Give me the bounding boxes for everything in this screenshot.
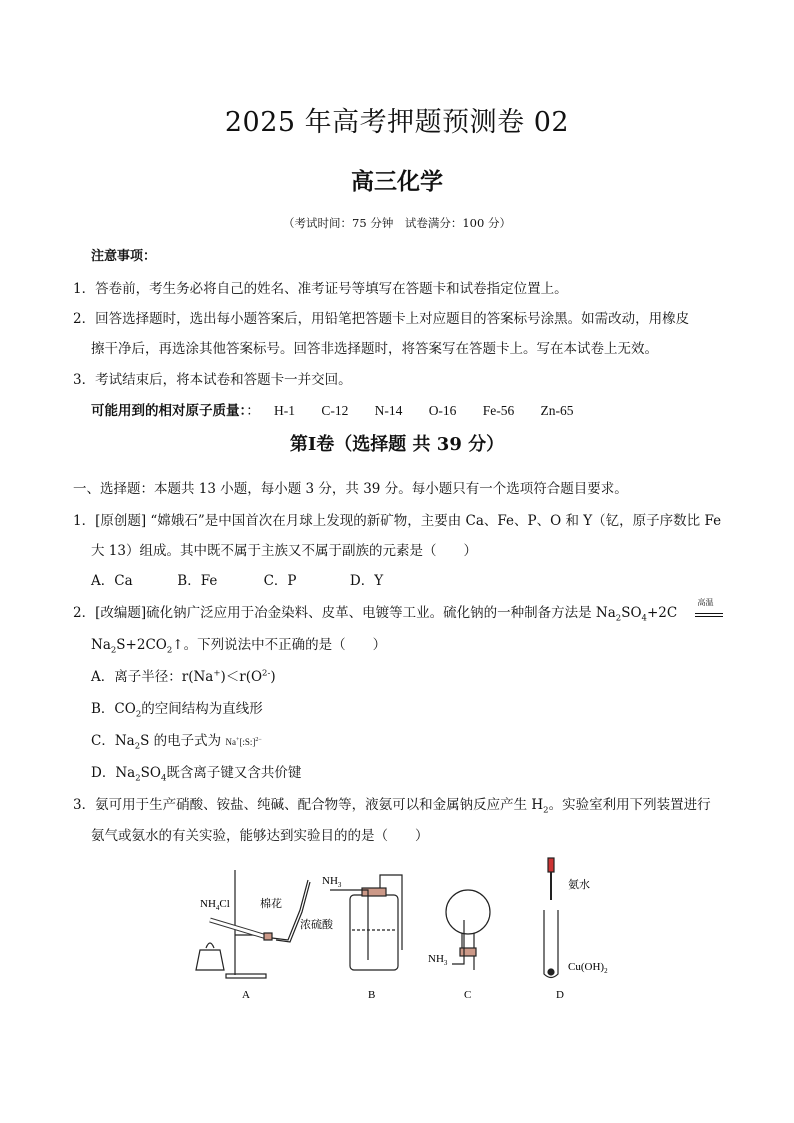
atomic-mass-item: Zn-65 (540, 403, 574, 418)
option-text: A．离子半径：r(Na (91, 669, 214, 685)
subscript: 2 (615, 613, 622, 624)
subscript: 2 (135, 709, 142, 720)
option-text: B．CO (91, 701, 136, 717)
option-text: ) (270, 669, 276, 685)
q1-options (91, 569, 432, 589)
subscript: 2 (135, 773, 141, 784)
atomic-mass-line: 可能用到的相对原子质量：： H-1 C-12 N-14 O-16 Fe-56 Zn-65 (91, 403, 574, 419)
nongliusuan-label: 浓硫酸 (300, 919, 333, 931)
apparatus-d (544, 858, 558, 978)
formula-part: Na (91, 637, 111, 653)
section-instruction: 一、选择题：本题共 13 小题，每小题 3 分，共 39 分。每小题只有一个选项符合题目要求。 (73, 481, 628, 497)
label-c: C (464, 989, 472, 1001)
alcohol-lamp (196, 950, 224, 970)
formula-part: ↑。下列说法中不正确的是（ ） (172, 637, 387, 653)
q2-option-c (91, 729, 262, 752)
part1-heading: 第Ⅰ卷（选择题 共 39 分） (289, 434, 505, 455)
apparatus-a (196, 870, 310, 978)
apparatus-c (446, 890, 490, 970)
option-text: S 的电子式为 (140, 733, 222, 749)
subscript: 4 (641, 613, 647, 624)
q2-stem-text: 2．[改编题]硫化钠广泛应用于冶金染料、皮革、电镀等工业。硫化钠的一种制备方法是 Na (73, 605, 616, 621)
reaction-condition: 高温 (697, 597, 714, 607)
q1-option-b: B．Fe (177, 573, 218, 589)
formula-part: S+2CO (116, 637, 167, 653)
option-text: )＜r(O (220, 669, 263, 685)
subscript: 2 (110, 645, 117, 656)
q2-option-d (91, 761, 301, 784)
wash-bottle (350, 895, 398, 970)
notice-heading: 注意事项： (91, 249, 157, 264)
superscript: + (213, 668, 221, 679)
apparatus-b (330, 875, 402, 970)
bottle-stopper (362, 888, 386, 896)
q1-option-c: C．P (263, 573, 297, 589)
inlet-tube (330, 890, 368, 960)
anshui-label: 氨水 (568, 879, 590, 891)
option-text: 的空间结构为直线形 (141, 701, 263, 717)
q2-stem-line2 (91, 633, 386, 656)
cuoh2-label: $Cu(OH)_2$ (568, 961, 608, 975)
lewis-part: [:S:] (239, 737, 256, 747)
subscript: 2 (543, 805, 549, 816)
q1-stem-line1: 1．[原创题] “嫦娥石”是中国首次在月球上发现的新矿物，主要由 Ca、Fe、P、O 和 Y（钇，原子序数比 Fe (73, 513, 722, 529)
stem-text: 。实验室利用下列装置进行 (548, 797, 711, 813)
option-text: SO (140, 765, 161, 781)
label-d: D (556, 989, 564, 1001)
q1-stem-line2: 大 13）组成。其中既不属于主族又不属于副族的元素是（ ） (91, 543, 477, 559)
q2-option-a (91, 665, 276, 685)
mianhua-label: 棉花 (260, 898, 282, 910)
q2-stem-line1 (73, 597, 725, 624)
formula-part: +2C (646, 605, 678, 621)
q3-stem-line2: 氨气或氨水的有关实验，能够达到实验目的的是（ ） (91, 828, 429, 844)
precipitate (548, 969, 554, 975)
notice-item-3: 3．考试结束后，将本试卷和答题卡一并交回。 (73, 372, 352, 388)
atomic-mass-item: Fe-56 (482, 403, 515, 418)
nh3-label-b: $NH_3$ (322, 875, 342, 889)
formula-part: SO (621, 605, 642, 621)
subscript: 2 (134, 741, 141, 752)
option-text: 既含离子键又含共价键 (166, 765, 302, 781)
option-text: D．Na (91, 765, 136, 781)
label-a: A (242, 989, 250, 1001)
flame (206, 943, 214, 948)
q3-stem-line1 (73, 793, 711, 816)
ring-stand-base (226, 974, 266, 978)
outlet-tube (380, 875, 402, 950)
atomic-mass-item: O-16 (428, 403, 457, 418)
option-text: C．Na (91, 733, 135, 749)
flask-stopper (460, 948, 476, 956)
q1-option-a: A．Ca (91, 573, 133, 589)
equals-bar (695, 613, 723, 614)
q2-option-b (91, 697, 263, 720)
atomic-mass-item: C-12 (321, 403, 349, 418)
atomic-mass-heading: 可能用到的相对原子质量： (91, 403, 247, 419)
q1-option-d: D．Y (349, 573, 384, 589)
test-tube-d (544, 910, 558, 978)
atomic-mass-item: N-14 (374, 403, 403, 418)
subscript: 2 (166, 645, 173, 656)
exam-title: 2025 年高考押题预测卷 02 (224, 107, 570, 138)
lewis-part: Na (225, 737, 236, 747)
apparatus-figure (190, 850, 620, 1010)
stem-text: 3．氨可用于生产硝酸、铵盐、纯碱、配合物等，液氨可以和金属钠反应产生 H (73, 797, 544, 813)
round-flask (446, 890, 490, 934)
label-b: B (368, 989, 376, 1001)
exam-info: （考试时间：75 分钟 试卷满分：100 分） (283, 216, 511, 230)
notice-item-1: 1．答卷前，考生务必将自己的姓名、准考证号等填写在答题卡和试卷指定位置上。 (73, 281, 568, 297)
lewis-structure (225, 737, 261, 747)
superscript: + (235, 737, 240, 743)
subscript: 4 (160, 773, 167, 784)
superscript: 2− (255, 737, 262, 743)
reaction-condition-arrow (695, 597, 725, 621)
dropper-bulb (548, 858, 554, 872)
nh3-label-c: $NH_3$ (428, 953, 448, 967)
stopper (264, 933, 272, 940)
subject-title: 高三化学 (351, 168, 443, 195)
notice-item-2: 2．回答选择题时，选出每小题答案后，用铅笔把答题卡上对应题目的答案标号涂黑。如需改动，用橡皮 (73, 311, 690, 327)
nh4cl-label: $NH_4Cl$ (200, 898, 230, 912)
superscript: 2- (262, 668, 271, 679)
equals-bar (695, 616, 723, 617)
notice-item-2-cont: 擦干净后，再选涂其他答案标号。回答非选择题时，将答案写在答题卡上。写在本试卷上无效。 (91, 341, 658, 357)
atomic-mass-item: H-1 (274, 403, 296, 418)
